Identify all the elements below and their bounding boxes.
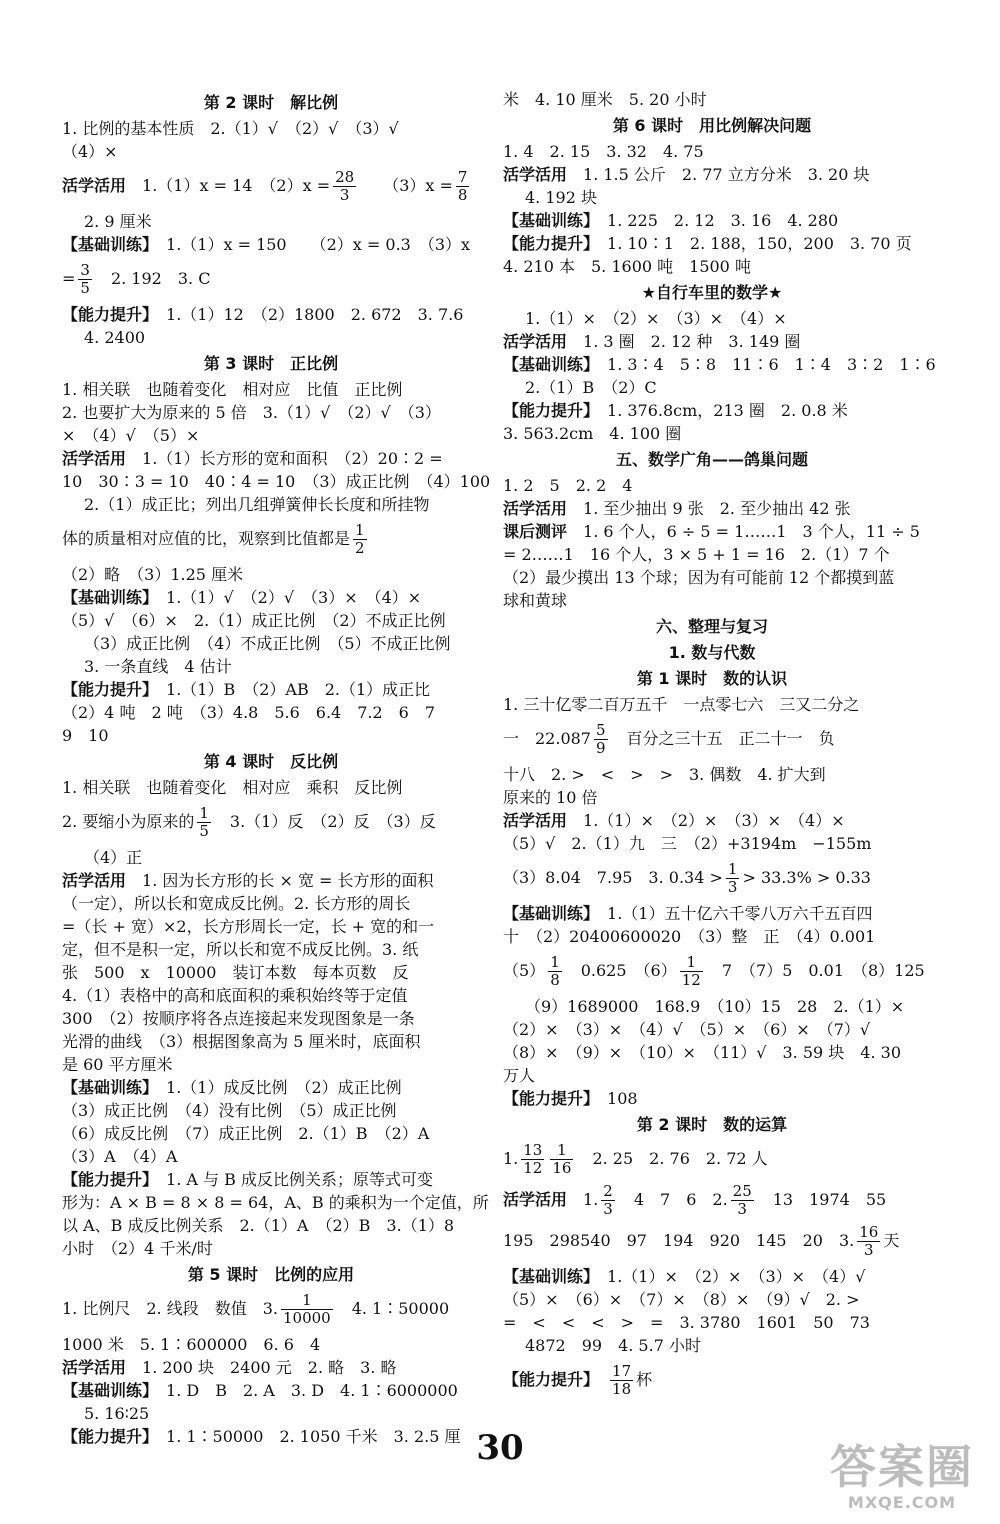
- answer-line: [62, 401, 480, 424]
- section-tag: 【能力提升】: [62, 1170, 151, 1189]
- answer-line: [503, 1311, 921, 1334]
- text-segment: =: [62, 269, 76, 288]
- text-segment: 张 500 x 10000 装订本数 每本页数 反: [62, 963, 409, 982]
- text-segment: （3）8.04 7.95 3. 0.34 >: [503, 868, 723, 887]
- answer-line: [62, 1191, 489, 1214]
- fraction-numerator: 2: [603, 1182, 613, 1200]
- text-segment: 1. 200 块 2400 元 2. 略 3. 略: [126, 1358, 397, 1377]
- answer-line: [503, 163, 921, 186]
- fraction-denominator: 12: [523, 1159, 543, 1177]
- section-tag: 【基础训练】: [503, 211, 592, 230]
- section-tag: 【能力提升】: [503, 234, 592, 253]
- answer-line: [503, 1334, 921, 1357]
- answer-line: [62, 470, 491, 493]
- fraction-numerator: 13: [523, 1141, 543, 1159]
- fraction-numerator: 1: [550, 1142, 573, 1160]
- answer-line: [503, 902, 921, 925]
- text-segment: 1. D B 2. A 3. D 4. 1∶6000000: [150, 1381, 458, 1400]
- answer-line: [503, 861, 921, 896]
- fraction: [731, 1183, 754, 1218]
- text-segment: （2）4 吨 2 吨 （3）4.8 5.6 6.4 7.2 6 7: [62, 703, 436, 722]
- answer-line: [62, 776, 480, 799]
- section-title: ★自行车里的数学★: [641, 283, 783, 302]
- fraction-numerator: 3: [80, 261, 90, 279]
- answer-line: [62, 846, 480, 869]
- text-segment: 1. 225 2. 12 3. 16 4. 280: [591, 211, 839, 230]
- text-segment: 1.: [503, 1149, 519, 1168]
- answer-line: [62, 447, 480, 470]
- section-tag: 活学活用: [503, 499, 568, 518]
- section-tag: 【基础训练】: [62, 1381, 151, 1400]
- answer-line: [62, 1030, 480, 1053]
- fraction-denominator: 5: [80, 279, 90, 297]
- text-segment: （3）x =: [359, 176, 453, 195]
- text-segment: 1.（1）× （2）× （3）× （4）×: [525, 309, 787, 328]
- text-segment: （3）A （4）A: [62, 1147, 178, 1166]
- text-segment: 1. 376.8cm，213 圈 2. 0.8 米: [591, 401, 848, 420]
- fraction-denominator: 3: [727, 878, 738, 896]
- fraction-numerator: 25: [732, 1182, 752, 1200]
- fraction: [78, 262, 92, 297]
- answer-line: [503, 543, 921, 566]
- fraction: [610, 1363, 633, 1398]
- answer-line: [62, 303, 480, 326]
- answer-line: [503, 1363, 921, 1398]
- section-title: 第 5 课时 比例的应用: [187, 1265, 355, 1284]
- text-segment: （5）× （6）× （7）× （8）× （9）√ 2. >: [503, 1290, 860, 1309]
- fraction: [548, 954, 562, 989]
- fraction-denominator: 5: [199, 822, 209, 840]
- answer-line: [62, 1168, 480, 1191]
- text-segment: 3. 一条直线 4 估计: [84, 657, 232, 676]
- section-title: 第 4 课时 反比例: [203, 752, 339, 771]
- text-segment: 1. 三十亿零二百万五千 一点零七六 三又二分之: [503, 695, 860, 714]
- section-tag: 活学活用: [62, 871, 127, 890]
- answer-line: [503, 566, 921, 589]
- text-segment: 2. 也要扩大为原来的 5 倍 3.（1）√ （2）√ （3）: [62, 403, 441, 422]
- text-segment: （5）√ （6）× 2.（1）成正比例 （2）不成正比例: [62, 611, 446, 630]
- section-tag: 活学活用: [503, 165, 568, 184]
- answer-line: [62, 1053, 480, 1076]
- text-segment: 1. 1∶50000 2. 1050 千米 3. 2.5 厘: [150, 1427, 461, 1446]
- answer-line: [503, 1265, 921, 1288]
- text-segment: 13 1974 55: [756, 1190, 887, 1209]
- answer-line: [503, 1224, 921, 1259]
- fraction-numerator: 17: [612, 1362, 632, 1380]
- text-segment: 1.（1）B （2）AB 2.（1）成正比: [150, 680, 431, 699]
- section-tag: 【能力提升】: [62, 1427, 151, 1446]
- text-segment: （5）: [503, 961, 546, 980]
- text-segment: 万人: [503, 1066, 536, 1085]
- fraction-numerator: 1: [199, 804, 209, 822]
- answer-line: [62, 1379, 480, 1402]
- fraction-denominator: 12: [681, 971, 701, 989]
- fraction-numerator: 28: [335, 168, 355, 186]
- text-segment: 1.（1）成反比例 （2）成正比例: [150, 1078, 402, 1097]
- text-segment: 195 298540 97 194 920 145 20 3.: [503, 1231, 855, 1250]
- text-segment: 以 A、B 成反比例关系 2.（1）A （2）B 3.（1）8: [62, 1216, 455, 1235]
- section-tag: 活学活用: [503, 811, 568, 830]
- text-segment: 1. 2 5 2. 2 4: [503, 476, 633, 495]
- fraction: [680, 954, 703, 989]
- section-tag: 活学活用: [62, 449, 127, 468]
- text-segment: =（长 + 宽）×2，长方形周长一定，长 + 宽的和一: [62, 917, 435, 936]
- fraction: [594, 722, 608, 757]
- answer-line: [62, 938, 480, 961]
- answer-line: [503, 399, 921, 422]
- fraction: [456, 169, 470, 204]
- answer-line: [62, 678, 480, 701]
- answer-line: [62, 140, 480, 163]
- answer-line: [62, 563, 480, 586]
- answer-line: [62, 1333, 480, 1356]
- watermark-logo: [822, 1441, 982, 1512]
- fraction-denominator: 9: [596, 739, 606, 757]
- answer-line: [62, 1122, 480, 1145]
- text-segment: 2.（1）B （2）C: [525, 378, 657, 397]
- text-segment: 4872 99 4. 5.7 小时: [525, 1336, 701, 1355]
- answer-line: [62, 586, 480, 609]
- left-column: [62, 88, 491, 1448]
- answer-line: [503, 693, 921, 716]
- text-segment: 4. 210 本 5. 1600 吨 1500 吨: [503, 257, 751, 276]
- text-segment: （4）正: [84, 848, 143, 867]
- answer-line: [62, 1214, 480, 1237]
- text-segment: 1. 6 个人，6 ÷ 5 = 1……1 3 个人，11 ÷ 5: [567, 522, 920, 541]
- answer-line: [503, 722, 921, 757]
- text-segment: 球和黄球: [503, 591, 568, 610]
- section-tag: 课后测评: [503, 522, 568, 541]
- fraction-numerator: 1: [680, 954, 703, 972]
- answer-line: [62, 701, 480, 724]
- text-segment: 2. 25 2. 76 2. 72 人: [576, 1149, 768, 1168]
- fraction-numerator: 5: [596, 721, 606, 739]
- answer-line: [62, 1237, 480, 1260]
- answer-line: [62, 915, 480, 938]
- answer-line: [503, 763, 921, 786]
- section-tag: 【能力提升】: [503, 1089, 592, 1108]
- text-segment: （5）√ 2.（1）九 三 （2）+3194m −155m: [503, 834, 872, 853]
- text-segment: 米 4. 10 厘米 5. 20 小时: [503, 90, 707, 109]
- answer-line: [503, 1018, 921, 1041]
- answer-line: [503, 809, 921, 832]
- answer-line: [503, 1183, 921, 1218]
- answer-line: [62, 1402, 480, 1425]
- section-tag: 【基础训练】: [503, 904, 592, 923]
- section-tag: 【基础训练】: [62, 235, 151, 254]
- text-segment: 1.（1）长方形的宽和面积 （2）20∶2 =: [126, 449, 443, 468]
- text-segment: 形为：A × B = 8 × 8 = 64，A、B 的乘积为一个定值，所: [62, 1193, 489, 1212]
- answer-line: [62, 169, 480, 204]
- text-segment: 1. 4 2. 15 3. 32 4. 75: [503, 142, 704, 161]
- text-segment: 1. 3∶4 5∶8 11∶6 1∶4 3∶2 1∶6: [591, 355, 936, 374]
- text-segment: 1000 米 5. 1∶600000 6. 6 4: [62, 1335, 321, 1354]
- text-segment: 是 60 平方厘米: [62, 1055, 173, 1074]
- section-tag: 活学活用: [62, 1358, 127, 1377]
- answer-line: [503, 1142, 921, 1177]
- text-segment: 7 （7）5 0.01 （8）125: [705, 961, 925, 980]
- fraction-denominator: 8: [457, 186, 468, 204]
- fraction-numerator: 1: [355, 521, 365, 539]
- text-segment: 1. 相关联 也随着变化 相对应 比值 正比例: [62, 380, 403, 399]
- text-segment: （4）×: [62, 142, 118, 161]
- text-segment: 小时 （2）4 千米/时: [62, 1239, 213, 1258]
- answer-line: [62, 609, 480, 632]
- text-segment: 1.（1）12 （2）1800 2. 672 3. 7.6: [150, 305, 464, 324]
- answer-line: [62, 233, 480, 256]
- text-segment: 1.（1）x = 14 （2）x =: [126, 176, 331, 195]
- answer-line: [62, 1145, 480, 1168]
- answer-line: [503, 88, 921, 111]
- text-segment: （一定），所以长和宽成反比例。2. 长方形的周长: [62, 894, 411, 913]
- answer-line: [503, 786, 921, 809]
- answer-line: [503, 209, 921, 232]
- text-segment: （3）成正比例 （4）没有比例 （5）成正比例: [62, 1101, 397, 1120]
- answer-line: [62, 522, 480, 557]
- text-segment: = < < < > = 3. 3780 1601 50 73: [503, 1313, 870, 1332]
- text-segment: （3）成正比例 （4）不成正比例 （5）不成正比例: [84, 634, 451, 653]
- text-segment: 1. 1.5 公斤 2. 77 立方分米 3. 20 块: [567, 165, 870, 184]
- fraction-denominator: 16: [552, 1159, 572, 1177]
- text-segment: 108: [591, 1089, 638, 1108]
- text-segment: 2. 要缩小为原来的: [62, 812, 195, 831]
- section-title: 第 6 课时 用比例解决问题: [612, 116, 812, 135]
- section-tag: 【基础训练】: [503, 355, 592, 374]
- answer-line: [62, 117, 480, 140]
- text-segment: 1. 比例尺 2. 线段 数值 3.: [62, 1299, 278, 1318]
- text-segment: 十八 2. > < > > 3. 偶数 4. 扩大到: [503, 765, 826, 784]
- fraction: [601, 1183, 615, 1218]
- answer-line: [62, 262, 480, 297]
- answer-line: [62, 1356, 480, 1379]
- fraction: [857, 1224, 880, 1259]
- text-segment: 1. 因为长方形的长 × 宽 = 长方形的面积: [126, 871, 434, 890]
- fraction-denominator: 3: [603, 1200, 613, 1218]
- answer-line: [503, 520, 921, 543]
- text-segment: 0.625 （6）: [564, 961, 677, 980]
- text-segment: 一 22.087: [503, 729, 591, 748]
- text-segment: 1. A 与 B 成反比例关系；原等式可变: [150, 1170, 433, 1189]
- fraction: [353, 522, 367, 557]
- answer-line: [503, 186, 921, 209]
- answer-line: [62, 210, 480, 233]
- section-tag: 【基础训练】: [503, 1267, 592, 1286]
- answer-line: [62, 424, 480, 447]
- fraction: [550, 1142, 573, 1177]
- text-segment: 1.（1）√ （2）√ （3）× （4）×: [150, 588, 422, 607]
- text-segment: 2. 9 厘米: [84, 212, 152, 231]
- text-segment: 1. 相关联 也随着变化 相对应 乘积 反比例: [62, 778, 403, 797]
- fraction-denominator: 8: [550, 971, 560, 989]
- fraction-numerator: 7: [457, 168, 468, 186]
- answer-line: [62, 632, 480, 655]
- section-tag: 活学活用: [503, 332, 568, 351]
- answer-line: [503, 925, 921, 948]
- text-segment: 体的质量相对应值的比，观察到比值都是: [62, 529, 351, 548]
- answer-line: [62, 1292, 480, 1327]
- text-segment: 1.: [567, 1190, 599, 1209]
- section-title: 第 3 课时 正比例: [203, 354, 339, 373]
- answer-line: [62, 1076, 480, 1099]
- section-title: 第 2 课时 解比例: [203, 93, 339, 112]
- section-title: 五、数学广角——鸽巢问题: [615, 450, 808, 469]
- answer-line: [503, 255, 921, 278]
- answer-line: [62, 493, 480, 516]
- watermark-url: MXQE.COM: [847, 1493, 957, 1512]
- text-segment: （2）略 （3）1.25 厘米: [62, 565, 244, 584]
- fraction-numerator: 1: [550, 953, 560, 971]
- text-segment: 3.（1）反 （2）反 （3）反: [213, 812, 436, 831]
- section-title: 1. 数与代数: [668, 643, 756, 662]
- answer-line: [503, 995, 921, 1018]
- answer-line: [62, 869, 480, 892]
- answer-line: [503, 1041, 921, 1064]
- section-title: 第 2 课时 数的运算: [636, 1115, 788, 1134]
- answer-line: [62, 984, 480, 1007]
- answer-line: [62, 1099, 480, 1122]
- section-tag: 【能力提升】: [62, 680, 151, 699]
- answer-line: [503, 1288, 921, 1311]
- text-segment: （6）成反比例 （7）成正比例 2.（1）B （2）A: [62, 1124, 430, 1143]
- fraction: [281, 1292, 333, 1327]
- text-segment: 4. 1∶50000: [335, 1299, 450, 1318]
- answer-line: [62, 961, 480, 984]
- page-number: 30: [476, 1428, 524, 1468]
- text-segment: [591, 1370, 607, 1389]
- fraction: [521, 1142, 544, 1177]
- text-segment: = 2……1 16 个人，3 × 5 + 1 = 16 2.（1）7 个: [503, 545, 890, 564]
- answer-line: [503, 1087, 921, 1110]
- text-segment: 原来的 10 倍: [503, 788, 598, 807]
- answer-line: [503, 953, 925, 989]
- answer-line: [503, 497, 921, 520]
- text-segment: 1.（1）五十亿六千零八万六千五百四: [591, 904, 873, 923]
- fraction-denominator: 18: [612, 1380, 632, 1398]
- answer-line: [62, 805, 480, 840]
- text-segment: 4.（1）表格中的高和底面积的乘积始终等于定值: [62, 986, 408, 1005]
- text-segment: × （4）√ （5）×: [62, 426, 200, 445]
- right-column: [503, 88, 936, 1404]
- text-segment: 3. 563.2cm 4. 100 圈: [503, 424, 682, 443]
- fraction-numerator: 1: [727, 860, 738, 878]
- answer-line: [503, 832, 921, 855]
- answer-line: [62, 892, 480, 915]
- text-segment: （9）1689000 168.9 （10）15 28 2.（1）×: [525, 997, 905, 1016]
- text-segment: 杯: [636, 1370, 653, 1389]
- section-tag: 【能力提升】: [62, 305, 151, 324]
- answer-line: [503, 422, 921, 445]
- text-segment: 天: [883, 1231, 900, 1250]
- text-segment: 百分之三十五 正二十一 负: [610, 729, 835, 748]
- fraction-numerator: 16: [859, 1223, 879, 1241]
- fraction-denominator: 2: [355, 539, 365, 557]
- answer-line: [503, 353, 936, 376]
- text-segment: 4. 192 块: [525, 188, 597, 207]
- text-segment: 1. 至少抽出 9 张 2. 至少抽出 42 张: [567, 499, 851, 518]
- text-segment: （8）× （9）× （10）× （11）√ 3. 59 块 4. 30: [503, 1043, 902, 1062]
- text-segment: 1.（1）× （2）× （3）× （4）×: [567, 811, 845, 830]
- answer-line: [62, 326, 480, 349]
- fraction-denominator: 3: [864, 1241, 874, 1259]
- text-segment: 10 30∶3 = 10 40∶4 = 10 （3）成正比例 （4）100: [62, 472, 491, 491]
- text-segment: 2.（1）成正比；列出几组弹簧伸长长度和所挂物: [84, 495, 430, 514]
- answer-line: [503, 330, 921, 353]
- fraction: [197, 805, 211, 840]
- text-segment: > 33.3% > 0.33: [742, 868, 871, 887]
- text-segment: 定，但不是积一定，所以长和宽不成反比例。3. 纸: [62, 940, 419, 959]
- text-segment: 光滑的曲线 （3）根据图象高为 5 厘米时，底面积: [62, 1032, 421, 1051]
- text-segment: 300 （2）按顺序将各点连接起来发现图象是一条: [62, 1009, 415, 1028]
- section-tag: 活学活用: [503, 1190, 568, 1209]
- answer-line: [503, 1064, 921, 1087]
- fraction: [333, 169, 356, 204]
- answer-line: [503, 376, 921, 399]
- text-segment: （2）最少摸出 13 个球；因为有可能前 12 个都摸到蓝: [503, 568, 895, 587]
- text-segment: 1. 3 圈 2. 12 种 3. 149 圈: [567, 332, 801, 351]
- section-tag: 【能力提升】: [503, 401, 592, 420]
- fraction-denominator: 3: [737, 1200, 747, 1218]
- answer-line: [62, 655, 480, 678]
- answer-line: [503, 474, 921, 497]
- answer-line: [62, 1007, 480, 1030]
- answer-line: [503, 307, 921, 330]
- fraction-numerator: 1: [281, 1292, 333, 1310]
- answer-line: [503, 140, 921, 163]
- text-segment: 9 10: [62, 726, 109, 745]
- text-segment: 1.（1）x = 150 （2）x = 0.3 （3）x: [150, 235, 471, 254]
- fraction: [726, 861, 740, 896]
- text-segment: 十 （2）20400600020 （3）整 正 （4）0.001: [503, 927, 876, 946]
- text-segment: 1. 比例的基本性质 2.（1）√ （2）√ （3）√: [62, 119, 399, 138]
- section-tag: 【基础训练】: [62, 1078, 151, 1097]
- watermark-text: 答案圈: [830, 1440, 974, 1494]
- fraction-denominator: 3: [339, 186, 350, 204]
- answer-line: [503, 232, 921, 255]
- section-title: 六、整理与复习: [655, 617, 768, 636]
- text-segment: 4. 2400: [84, 328, 146, 347]
- answer-line: [62, 724, 480, 747]
- section-tag: 活学活用: [62, 176, 127, 195]
- fraction-denominator: 10000: [282, 1309, 331, 1327]
- text-segment: 1. 10∶1 2. 188，150，200 3. 70 页: [591, 234, 912, 253]
- text-segment: 4 7 6 2.: [617, 1190, 728, 1209]
- text-segment: 2. 192 3. C: [94, 269, 211, 288]
- text-segment: 1.（1）× （2）× （3）× （4）√: [591, 1267, 866, 1286]
- section-title: 第 1 课时 数的认识: [636, 669, 788, 688]
- text-segment: 5. 16∶25: [84, 1404, 150, 1423]
- answer-line: [62, 378, 480, 401]
- section-tag: 【基础训练】: [62, 588, 151, 607]
- section-tag: 【能力提升】: [503, 1370, 592, 1389]
- text-segment: （2）× （3）× （4）√ （5）× （6）× （7）√: [503, 1020, 871, 1039]
- answer-line: [503, 589, 921, 612]
